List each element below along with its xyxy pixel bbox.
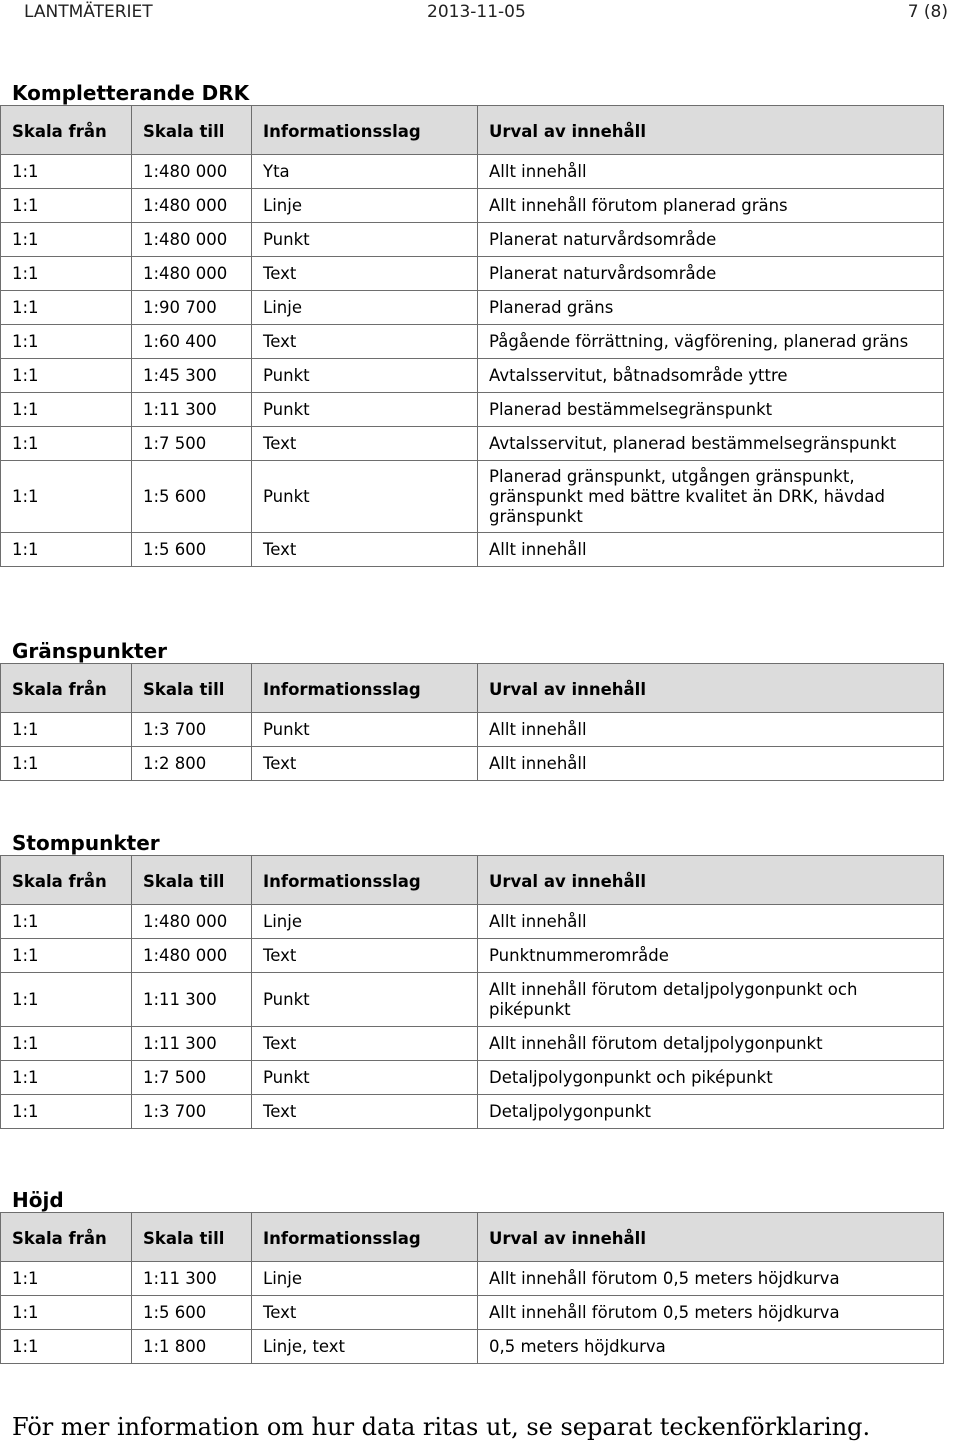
scale-table [0,855,944,1129]
table-cell: 1:1 [1,973,132,1027]
table-cell: 1:1 [1,533,132,567]
table-cell: 1:1 [1,223,132,257]
table-cell: Allt innehåll [478,905,944,939]
table-cell: Yta [252,155,478,189]
table-cell: 1:1 [1,939,132,973]
table-cell: Punktnummerområde [478,939,944,973]
table-cell: 1:11 300 [132,973,252,1027]
table-cell: 1:1 [1,1330,132,1364]
table-cell: 1:90 700 [132,291,252,325]
table-row [1,533,944,567]
table-cell: 1:3 700 [132,713,252,747]
column-header: Informationsslag [252,1213,478,1262]
page-number: 7 (8) [907,2,948,22]
table-cell: Allt innehåll förutom detaljpolygonpunkt och piképunkt [478,973,944,1027]
table-row [1,189,944,223]
column-header: Informationsslag [252,106,478,155]
table-row [1,393,944,427]
table-cell: Text [252,325,478,359]
table-row [1,939,944,973]
column-header: Urval av innehåll [478,1213,944,1262]
table-cell: Text [252,1027,478,1061]
table-cell: Punkt [252,713,478,747]
scale-table [0,105,944,567]
table-cell: 1:480 000 [132,223,252,257]
column-header: Urval av innehåll [478,106,944,155]
column-header: Skala från [1,664,132,713]
table-cell: Punkt [252,359,478,393]
table-cell: Avtalsservitut, båtnadsområde yttre [478,359,944,393]
table-header-row [1,856,944,905]
column-header: Informationsslag [252,664,478,713]
table-cell: 1:5 600 [132,461,252,533]
section-title: Höjd [12,1188,64,1212]
table-cell: 1:1 [1,1095,132,1129]
table-cell: Allt innehåll förutom 0,5 meters höjdkurva [478,1296,944,1330]
column-header: Skala från [1,106,132,155]
table-row [1,973,944,1027]
table-row [1,713,944,747]
table-cell: Punkt [252,1061,478,1095]
column-header: Skala till [132,1213,252,1262]
table-row [1,1262,944,1296]
column-header: Skala till [132,664,252,713]
table-cell: Avtalsservitut, planerad bestämmelsegränspunkt [478,427,944,461]
table-cell: 0,5 meters höjdkurva [478,1330,944,1364]
column-header: Skala till [132,106,252,155]
table-cell: 1:1 800 [132,1330,252,1364]
table-cell: Text [252,1095,478,1129]
table-row [1,223,944,257]
table-cell: Allt innehåll förutom detaljpolygonpunkt [478,1027,944,1061]
page-header [0,0,960,26]
table-cell: 1:1 [1,257,132,291]
table-cell: Text [252,427,478,461]
table-cell: Linje [252,291,478,325]
table-cell: 1:1 [1,1262,132,1296]
table-cell: 1:7 500 [132,1061,252,1095]
table-cell: Punkt [252,461,478,533]
table-cell: 1:1 [1,359,132,393]
table-cell: Text [252,533,478,567]
table-row [1,1061,944,1095]
table-cell: Text [252,1296,478,1330]
table-cell: 1:1 [1,1027,132,1061]
table-cell: Linje [252,189,478,223]
table-row [1,325,944,359]
table-cell: Detaljpolygonpunkt [478,1095,944,1129]
table-cell: Planerad gräns [478,291,944,325]
table-row [1,359,944,393]
table-row [1,291,944,325]
table-cell: 1:480 000 [132,905,252,939]
column-header: Skala från [1,856,132,905]
table-cell: 1:11 300 [132,1262,252,1296]
table-cell: 1:11 300 [132,1027,252,1061]
section-title: Kompletterande DRK [12,81,250,105]
table-cell: Pågående förrättning, vägförening, planerad gräns [478,325,944,359]
doc-date: 2013-11-05 [427,2,526,22]
footer-note: För mer information om hur data ritas ut, se separat teckenförklaring. [12,1413,871,1441]
table-cell: 1:5 600 [132,1296,252,1330]
section-title: Stompunkter [12,831,160,855]
table-cell: Punkt [252,393,478,427]
table-cell: Planerad bestämmelsegränspunkt [478,393,944,427]
table-cell: 1:5 600 [132,533,252,567]
table-cell: Punkt [252,223,478,257]
table-cell: Punkt [252,973,478,1027]
table-cell: 1:45 300 [132,359,252,393]
table-cell: 1:1 [1,461,132,533]
table-cell: Text [252,939,478,973]
table-cell: Allt innehåll [478,713,944,747]
table-cell: Text [252,747,478,781]
table-cell: Planerat naturvårdsområde [478,257,944,291]
table-row [1,155,944,189]
table-row [1,747,944,781]
table-cell: 1:480 000 [132,155,252,189]
table-cell: 1:480 000 [132,189,252,223]
table-cell: 1:1 [1,427,132,461]
table-cell: Allt innehåll förutom planerad gräns [478,189,944,223]
table-cell: 1:11 300 [132,393,252,427]
table-cell: Allt innehåll [478,533,944,567]
table-cell: Detaljpolygonpunkt och piképunkt [478,1061,944,1095]
table-cell: 1:3 700 [132,1095,252,1129]
table-cell: 1:1 [1,189,132,223]
table-cell: Linje [252,1262,478,1296]
table-cell: 1:1 [1,393,132,427]
table-cell: 1:1 [1,155,132,189]
table-cell: 1:1 [1,1061,132,1095]
table-cell: 1:1 [1,905,132,939]
table-cell: Linje, text [252,1330,478,1364]
table-row [1,257,944,291]
table-row [1,905,944,939]
column-header: Informationsslag [252,856,478,905]
column-header: Skala till [132,856,252,905]
table-cell: 1:480 000 [132,939,252,973]
table-header-row [1,106,944,155]
table-cell: 1:1 [1,291,132,325]
table-cell: 1:1 [1,325,132,359]
table-cell: Text [252,257,478,291]
table-row [1,427,944,461]
table-cell: Allt innehåll [478,155,944,189]
column-header: Skala från [1,1213,132,1262]
table-header-row [1,1213,944,1262]
section-title: Gränspunkter [12,639,167,663]
table-cell: 1:1 [1,1296,132,1330]
table-cell: 1:60 400 [132,325,252,359]
scale-table [0,1212,944,1364]
table-row [1,1095,944,1129]
column-header: Urval av innehåll [478,856,944,905]
table-cell: 1:480 000 [132,257,252,291]
table-row [1,1330,944,1364]
table-cell: Allt innehåll [478,747,944,781]
table-cell: Allt innehåll förutom 0,5 meters höjdkurva [478,1262,944,1296]
table-row [1,1296,944,1330]
column-header: Urval av innehåll [478,664,944,713]
table-header-row [1,664,944,713]
table-cell: Planerad gränspunkt, utgången gränspunkt, gränspunkt med bättre kvalitet än DRK, hävdad gränspunkt [478,461,944,533]
table-cell: 1:1 [1,713,132,747]
table-cell: 1:7 500 [132,427,252,461]
table-cell: 1:1 [1,747,132,781]
scale-table [0,663,944,781]
table-row [1,461,944,533]
table-row [1,1027,944,1061]
table-cell: Linje [252,905,478,939]
table-cell: 1:2 800 [132,747,252,781]
org-name: LANTMÄTERIET [24,2,153,22]
table-cell: Planerat naturvårdsområde [478,223,944,257]
